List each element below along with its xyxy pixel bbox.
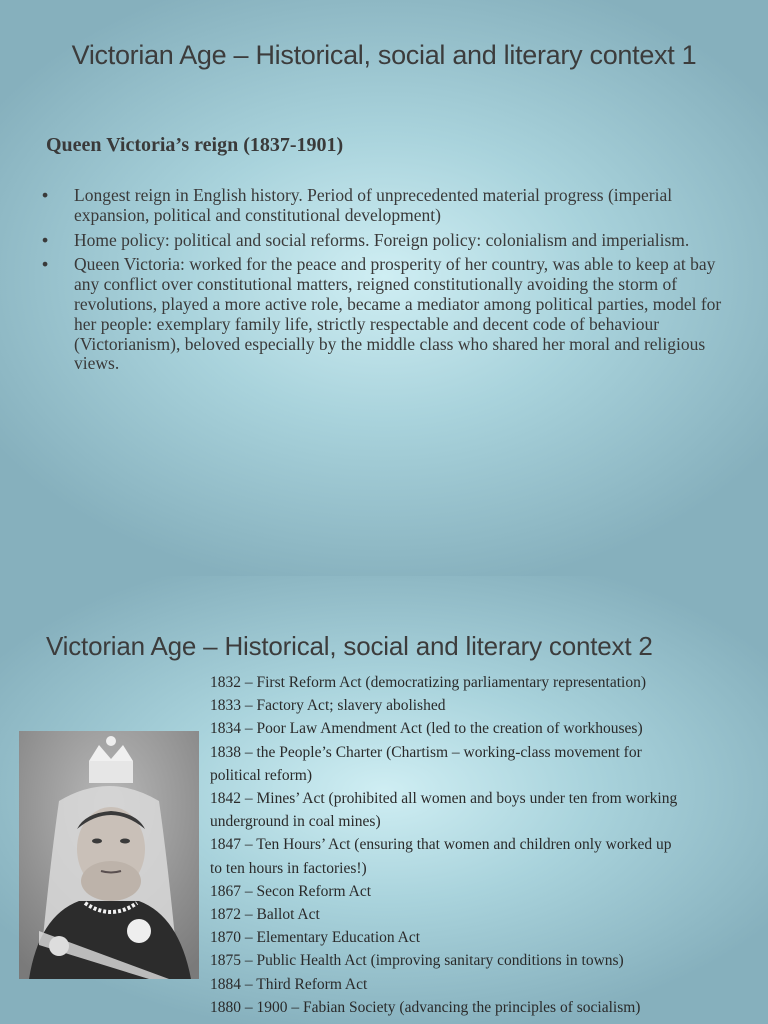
timeline-line: to ten hours in factories!) (210, 859, 367, 877)
bullet-icon: • (42, 229, 49, 250)
bullet-item (42, 186, 732, 226)
timeline-line: 1872 – Ballot Act (210, 906, 320, 924)
timeline-line: 1842 – Mines’ Act (prohibited all women and boys under ten from working (210, 790, 678, 808)
timeline-line: 1833 – Factory Act; slavery abolished (210, 697, 446, 715)
slide-1-title: Victorian Age – Historical, social and literary context 1 (71, 40, 697, 70)
slide-2-title: Victorian Age – Historical, social and literary context 2 (46, 631, 653, 661)
queen-victoria-portrait (19, 731, 199, 979)
timeline-line: 1867 – Secon Reform Act (210, 882, 372, 900)
timeline-list (210, 671, 750, 1019)
bullet-text: Queen Victoria: worked for the peace and prosperity of her country, was able to keep at bay any conflict over constitutional matters, reigned constitutionally avoiding the storm of revolutions, played a more active role, became a mediator among political parties, model for her people: exemplary family life, strictly respectable and decent code of behaviour (Victorianism), beloved especially by the middle class who shared her moral and religious views. (74, 254, 722, 374)
portrait-icon (19, 731, 199, 979)
timeline-line: 1834 – Poor Law Amendment Act (led to the creation of workhouses) (210, 720, 643, 738)
timeline-line: political reform) (210, 766, 312, 784)
bullet-icon: • (42, 254, 49, 275)
reign-subheading: Queen Victoria’s reign (1837-1901) (46, 134, 344, 156)
bullet-text: Longest reign in English history. Period of unprecedented material progress (imperial expansion, political and constitutional development) (74, 185, 673, 225)
bullet-icon: • (42, 185, 49, 205)
slide-2 (0, 576, 768, 1024)
bullet-item (42, 255, 732, 374)
timeline-line: 1847 – Ten Hours’ Act (ensuring that women and children only worked up (210, 836, 672, 854)
timeline-line: 1880 – 1900 – Fabian Society (advancing the principles of socialism) (210, 998, 641, 1016)
reign-bullet-list (42, 186, 732, 379)
timeline-line: 1838 – the People’s Charter (Chartism – working-class movement for (210, 743, 642, 761)
timeline-line: 1884 – Third Reform Act (210, 975, 368, 993)
timeline-line: 1832 – First Reform Act (democratizing parliamentary representation) (210, 674, 647, 691)
timeline-line: underground in coal mines) (210, 813, 381, 831)
bullet-item (42, 231, 732, 251)
timeline-line: 1870 – Elementary Education Act (210, 929, 421, 947)
timeline-line: 1875 – Public Health Act (improving sanitary conditions in towns) (210, 952, 624, 970)
bullet-text: Home policy: political and social reforms. Foreign policy: colonialism and imperialism. (74, 229, 690, 250)
